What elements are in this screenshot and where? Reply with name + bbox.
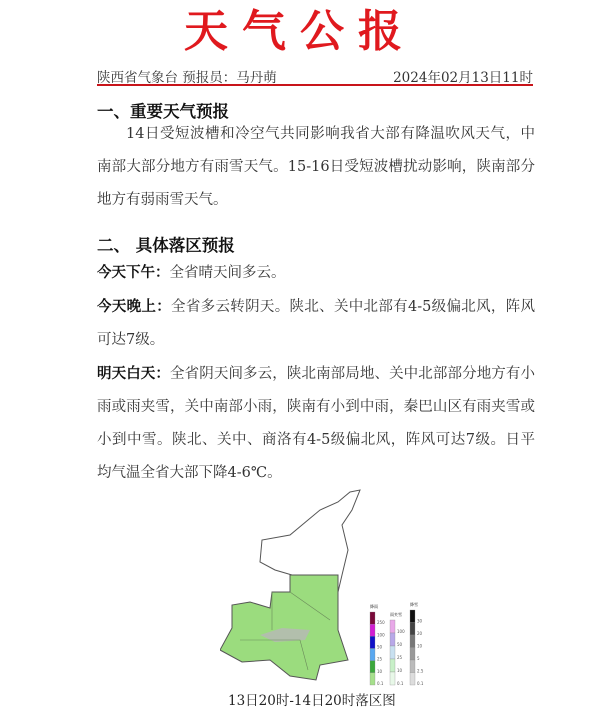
important-forecast-text: 14日受短波槽和冷空气共同影响我省大部有降温吹风天气，中南部大部分地方有雨雪天气。15-16日受短波槽扰动影响，陕南部分地方有弱雨雪天气。 bbox=[97, 126, 535, 208]
legend-swatch-sleet bbox=[390, 659, 395, 672]
legend-label-rain: 25 bbox=[377, 656, 383, 662]
legend-title-sleet: 雨夹雪 bbox=[390, 612, 402, 617]
item-label: 今天晚上： bbox=[97, 298, 172, 315]
section-heading-important: 一、重要天气预报 bbox=[97, 102, 229, 121]
legend-label-snow: 30 bbox=[417, 618, 423, 624]
issuer: 陕西省气象台 预报员：马丹萌 bbox=[97, 70, 277, 86]
legend-swatch-snow bbox=[410, 635, 415, 648]
legend-label-rain: 100 bbox=[377, 632, 385, 638]
figure-caption: 13日20时-14日20时落区图 bbox=[228, 693, 396, 709]
legend-label-snow: 20 bbox=[417, 631, 423, 636]
precipitation-map bbox=[220, 480, 450, 690]
issue-datetime: 2024年02月13日11时 bbox=[393, 70, 533, 86]
legend-swatch-snow bbox=[410, 673, 415, 686]
map-legend bbox=[370, 601, 424, 686]
item-text: 全省晴天间多云。 bbox=[169, 265, 286, 281]
legend-label-rain: 0.1 bbox=[377, 681, 384, 686]
legend-swatch-sleet bbox=[390, 633, 395, 646]
legend-label-rain: 10 bbox=[377, 668, 383, 674]
legend-label-snow: 5 bbox=[417, 656, 420, 661]
legend-swatch-rain bbox=[370, 636, 375, 648]
map-south-rain-area bbox=[220, 575, 348, 680]
bulletin-title: 天气公报 bbox=[184, 6, 416, 57]
legend-label-sleet: 0.1 bbox=[397, 681, 404, 686]
legend-label-rain: 250 bbox=[377, 620, 385, 626]
legend-swatch-rain bbox=[370, 612, 375, 624]
legend-label-rain: 50 bbox=[377, 644, 383, 650]
legend-label-sleet: 50 bbox=[397, 642, 403, 647]
legend-title-snow: 降雪 bbox=[410, 602, 418, 607]
forecast-item-afternoon bbox=[97, 256, 535, 290]
bulletin-meta bbox=[97, 66, 533, 86]
legend-label-snow: 2.5 bbox=[417, 668, 424, 674]
section-heading-area: 二、 具体落区预报 bbox=[97, 236, 235, 255]
forecast-item-tomorrow bbox=[97, 357, 535, 490]
forecast-item-evening bbox=[97, 290, 535, 357]
item-text: 全省阴天间多云，陕北南部局地、关中北部部分地方有小雨或雨夹雪，关中南部小雨，陕南有小到中雨，秦巴山区有雨夹雪或小到中雪。陕北、关中、商洛有4-5级偏北风，阵风可达7级。日平均气温全省大部下降4-6℃。 bbox=[97, 366, 536, 481]
legend-swatch-snow bbox=[410, 610, 415, 623]
legend-label-sleet: 25 bbox=[397, 655, 403, 660]
legend-label-snow: 0.1 bbox=[417, 681, 424, 686]
legend-label-snow: 10 bbox=[417, 643, 423, 649]
legend-swatch-snow bbox=[410, 623, 415, 636]
legend-swatch-sleet bbox=[390, 672, 395, 685]
legend-swatch-rain bbox=[370, 624, 375, 636]
legend-title-rain: 降雨 bbox=[370, 604, 378, 609]
legend-swatch-sleet bbox=[390, 620, 395, 633]
legend-swatch-snow bbox=[410, 648, 415, 661]
legend-label-sleet: 10 bbox=[397, 668, 403, 673]
legend-swatch-rain bbox=[370, 661, 375, 673]
item-label: 明天白天： bbox=[97, 365, 171, 382]
legend-swatch-rain bbox=[370, 649, 375, 661]
item-label: 今天下午： bbox=[97, 264, 170, 281]
legend-label-sleet: 100 bbox=[397, 629, 405, 634]
legend-swatch-rain bbox=[370, 673, 375, 685]
legend-swatch-snow bbox=[410, 660, 415, 673]
item-text: 全省多云转阴天。陕北、关中北部有4-5级偏北风，阵风可达7级。 bbox=[97, 299, 535, 348]
legend-swatch-sleet bbox=[390, 646, 395, 659]
